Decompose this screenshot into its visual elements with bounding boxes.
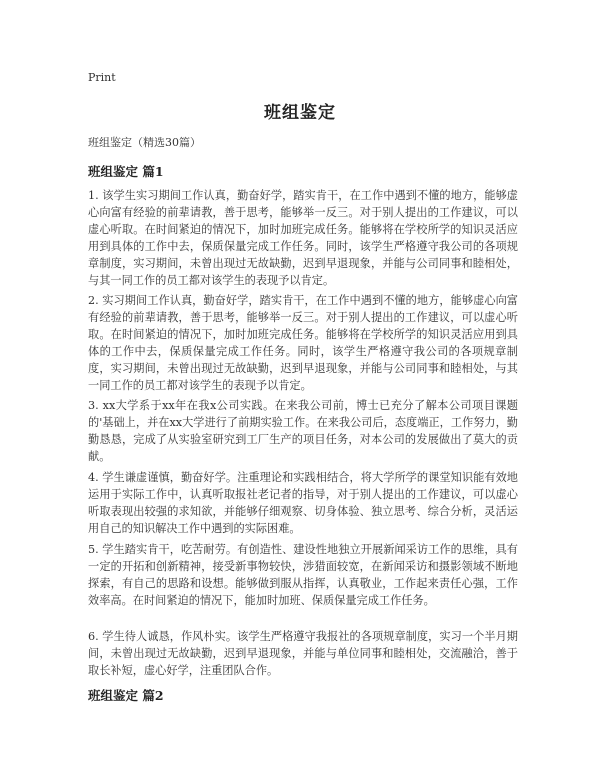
page-title: 班组鉴定 bbox=[264, 103, 336, 123]
paragraph-5: 5. 学生踏实肯干，吃苦耐劳。有创造性、建设性地独立开展新闻采访工作的思维，具有一定的开拓和创新精神，接受新事物较快，涉猎面较宽，在新闻采访和摄影领域不断地探索，有自己的思路和设想。能够做到服从指挥，认真敬业，工作起来责任心强，工作效率高。在时间紧迫的情况下，能加时加班、保质保量完成工作任务。 bbox=[88, 543, 518, 607]
section-heading-1: 班组鉴定 篇1 bbox=[88, 164, 164, 179]
paragraph-1: 1. 该学生实习期间工作认真，勤奋好学，踏实肯干，在工作中遇到不懂的地方，能够虚心向富有经验的前辈请教，善于思考，能够举一反三。对于别人提出的工作建议，可以虚心听取。在时间紧迫的情况下，加时加班完成任务。能够将在学校所学的知识灵活应用到具体的工作中去，保质保量完成工作任务。同时，该学生严格遵守我公司的各项规章制度，实习期间，未曾出现过无故缺勤，迟到早退现象，并能与公司同事和睦相处，与其一同工作的员工都对该学生的表现予以肯定。 bbox=[88, 189, 518, 287]
paragraph-2: 2. 实习期间工作认真，勤奋好学，踏实肯干，在工作中遇到不懂的地方，能够虚心向富有经验的前辈请教，善于思考，能够举一反三。对于别人提出的工作建议，可以虚心听取。在时间紧迫的情况下，加时加班完成任务。能够将在学校所学的知识灵活应用到具体的工作中去，保质保量完成工作任务。同时，该学生严格遵守我公司的各项规章制度，实习期间，未曾出现过无故缺勤，迟到早退现象，并能与公司同事和睦相处，与其一同工作的员工都对该学生的表现予以肯定。 bbox=[88, 294, 518, 392]
document-subtitle: 班组鉴定（精选30篇） bbox=[88, 136, 201, 149]
paragraph-6: 6. 学生待人诚恳，作风朴实。该学生严格遵守我报社的各项规章制度，实习一个半月期间，未曾出现过无故缺勤，迟到早退现象，并能与单位同事和睦相处，交流融洽，善于取长补短，虚心好学，注重团队合作。 bbox=[88, 630, 518, 677]
section-heading-2: 班组鉴定 篇2 bbox=[88, 688, 164, 703]
print-link[interactable]: Print bbox=[88, 71, 116, 84]
paragraph-4: 4. 学生谦虚谨慎，勤奋好学。注重理论和实践相结合，将大学所学的课堂知识能有效地运用于实际工作中，认真听取报社老记者的指导，对于别人提出的工作建议，可以虚心听取表现出较强的求知欲，并能够仔细观察、切身体验、独立思考、综合分析，灵活运用自己的知识解决工作中遇到的实际困难。 bbox=[88, 471, 518, 535]
paragraph-3: 3. xx大学系于xx年在我x公司实践。在来我公司前，博士已充分了解本公司项目课题的'基础上，并在xx大学进行了前期实验工作。在来我公司后，态度端正，工作努力，勤勤恳恳，完成了从实验室研究到工厂生产的项目任务，对本公司的发展做出了莫大的贡献。 bbox=[88, 399, 518, 463]
